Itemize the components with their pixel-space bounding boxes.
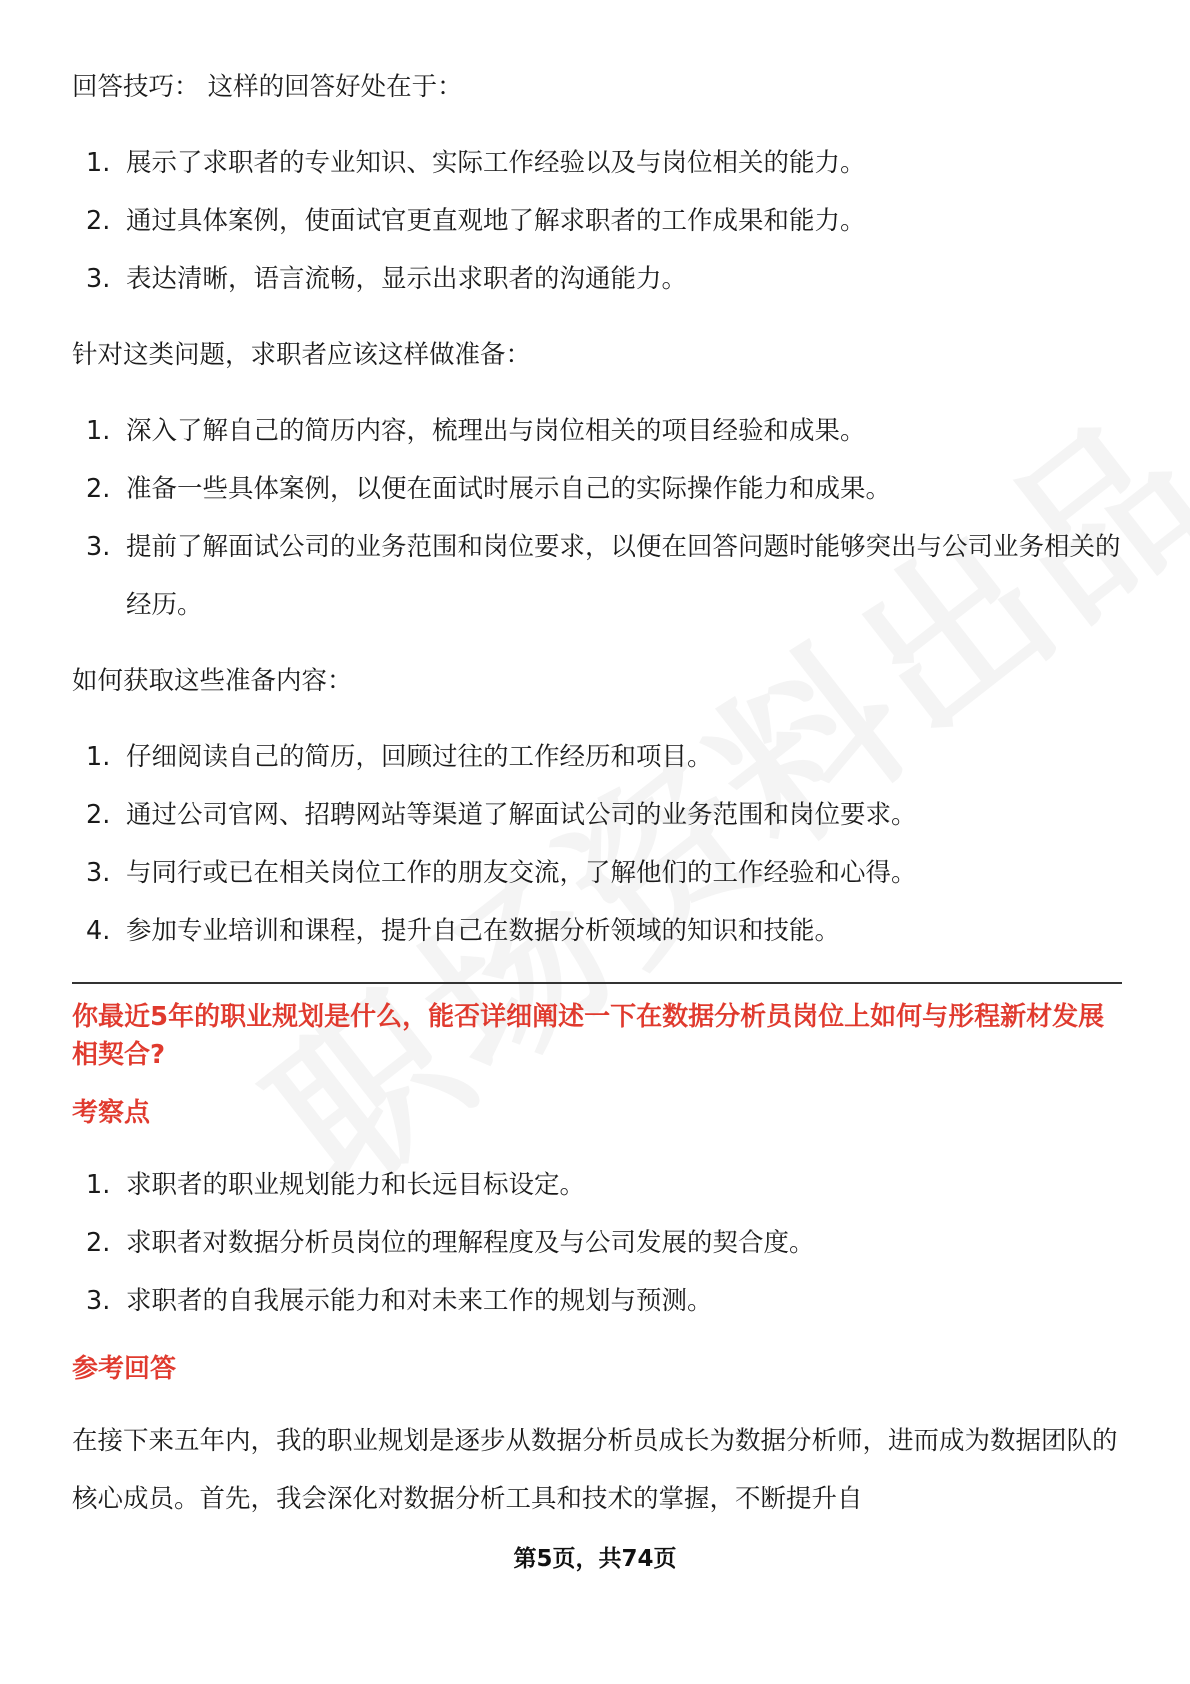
page-content (72, 58, 1122, 1528)
list-item: 3. 求职者的自我展示能力和对未来工作的规划与预测。 (86, 1286, 713, 1316)
acquire-list (72, 728, 1122, 960)
list-item: 1. 求职者的职业规划能力和长远目标设定。 (86, 1170, 586, 1200)
list-item: 2. 通过具体案例，使面试官更直观地了解求职者的工作成果和能力。 (86, 206, 866, 236)
page-number: 第5页，共74页 (513, 1546, 677, 1572)
tips-heading: 回答技巧： 这样的回答好处在于： (72, 72, 463, 102)
answer-heading: 参考回答 (72, 1354, 177, 1384)
list-item: 2. 准备一些具体案例，以便在面试时展示自己的实际操作能力和成果。 (86, 474, 892, 504)
points-heading: 考察点 (72, 1098, 151, 1128)
acquire-heading: 如何获取这些准备内容： (72, 666, 353, 696)
list-item: 4. 参加专业培训和课程，提升自己在数据分析领域的知识和技能。 (86, 916, 841, 946)
points-list (72, 1156, 1122, 1330)
question-title: 你最近5年的职业规划是什么，能否详细阐述一下在数据分析员岗位上如何与彤程新材发展相契合? (72, 1002, 1105, 1070)
list-item: 3. 提前了解面试公司的业务范围和岗位要求，以便在回答问题时能够突出与公司业务相关的经历。 (86, 532, 1121, 620)
list-item: 2. 通过公司官网、招聘网站等渠道了解面试公司的业务范围和岗位要求。 (86, 800, 917, 830)
prep-list (72, 402, 1122, 634)
section-divider (72, 982, 1122, 984)
list-item: 1. 深入了解自己的简历内容，梳理出与岗位相关的项目经验和成果。 (86, 416, 866, 446)
prep-heading: 针对这类问题，求职者应该这样做准备： (72, 340, 532, 370)
tips-list (72, 134, 1122, 308)
list-item: 3. 表达清晰，语言流畅，显示出求职者的沟通能力。 (86, 264, 688, 294)
list-item: 1. 仔细阅读自己的简历，回顾过往的工作经历和项目。 (86, 742, 713, 772)
list-item: 1. 展示了求职者的专业知识、实际工作经验以及与岗位相关的能力。 (86, 148, 866, 178)
answer-text: 在接下来五年内，我的职业规划是逐步从数据分析员成长为数据分析师，进而成为数据团队的核心成员。首先，我会深化对数据分析工具和技术的掌握，不断提升自 (72, 1426, 1118, 1514)
list-item: 3. 与同行或已在相关岗位工作的朋友交流，了解他们的工作经验和心得。 (86, 858, 917, 888)
list-item: 2. 求职者对数据分析员岗位的理解程度及与公司发展的契合度。 (86, 1228, 815, 1258)
